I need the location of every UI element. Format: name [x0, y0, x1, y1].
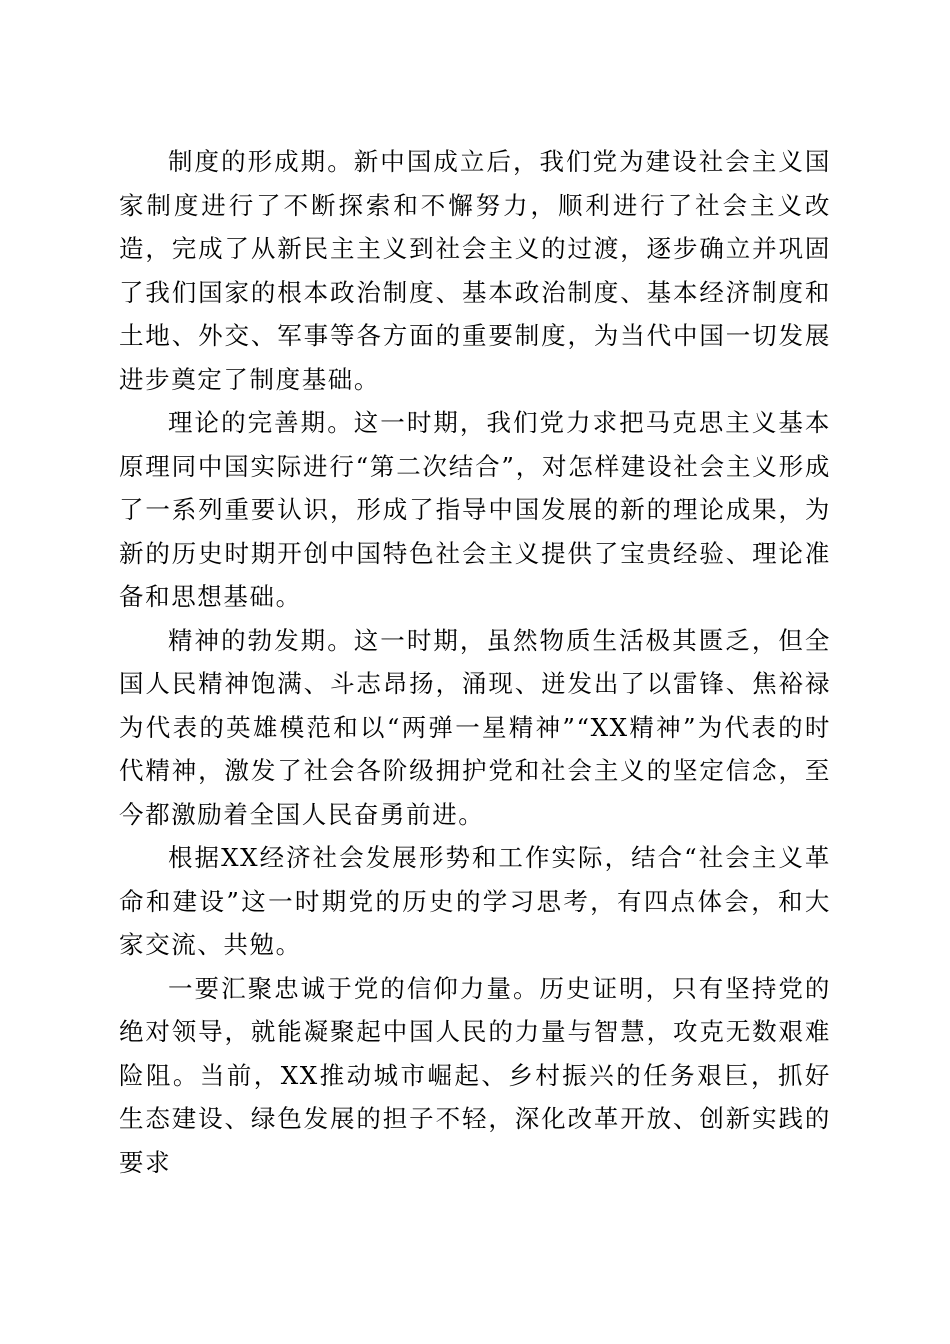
paragraph-first-point: 一要汇聚忠诚于党的信仰力量。历史证明，只有坚持党的绝对领导，就能凝聚起中国人民的力量与智慧，攻克无数艰难险阻。当前，XX推动城市崛起、乡村振兴的任务艰巨，抓好生态建设、绿色发展的担子不轻，深化改革开放、创新实践的要求 — [119, 973, 831, 1177]
document-body — [119, 140, 831, 1184]
paragraph-institution-formation: 制度的形成期。新中国成立后，我们党为建设社会主义国家制度进行了不断探索和不懈努力，顺利进行了社会主义改造，完成了从新民主主义到社会主义的过渡，逐步确立并巩固了我们国家的根本政治制度、基本政治制度、基本经济制度和土地、外交、军事等各方面的重要制度，为当代中国一切发展进步奠定了制度基础。 — [119, 147, 831, 394]
paragraph-reflections-intro: 根据XX经济社会发展形势和工作实际，结合“社会主义革命和建设”这一时期党的历史的学习思考，有四点体会，和大家交流、共勉。 — [119, 843, 831, 959]
paragraph-theory-improvement: 理论的完善期。这一时期，我们党力求把马克思主义基本原理同中国实际进行“第二次结合”，对怎样建设社会主义形成了一系列重要认识，形成了指导中国发展的新的理论成果，为新的历史时期开创中国特色社会主义提供了宝贵经验、理论准备和思想基础。 — [119, 408, 831, 611]
paragraph-spirit-flourishing: 精神的勃发期。这一时期，虽然物质生活极其匮乏，但全国人民精神饱满、斗志昂扬，涌现、迸发出了以雷锋、焦裕禄为代表的英雄模范和以“两弹一星精神”“XX精神”为代表的时代精神，激发了社会各阶级拥护党和社会主义的坚定信念，至今都激励着全国人民奋勇前进。 — [119, 625, 831, 829]
